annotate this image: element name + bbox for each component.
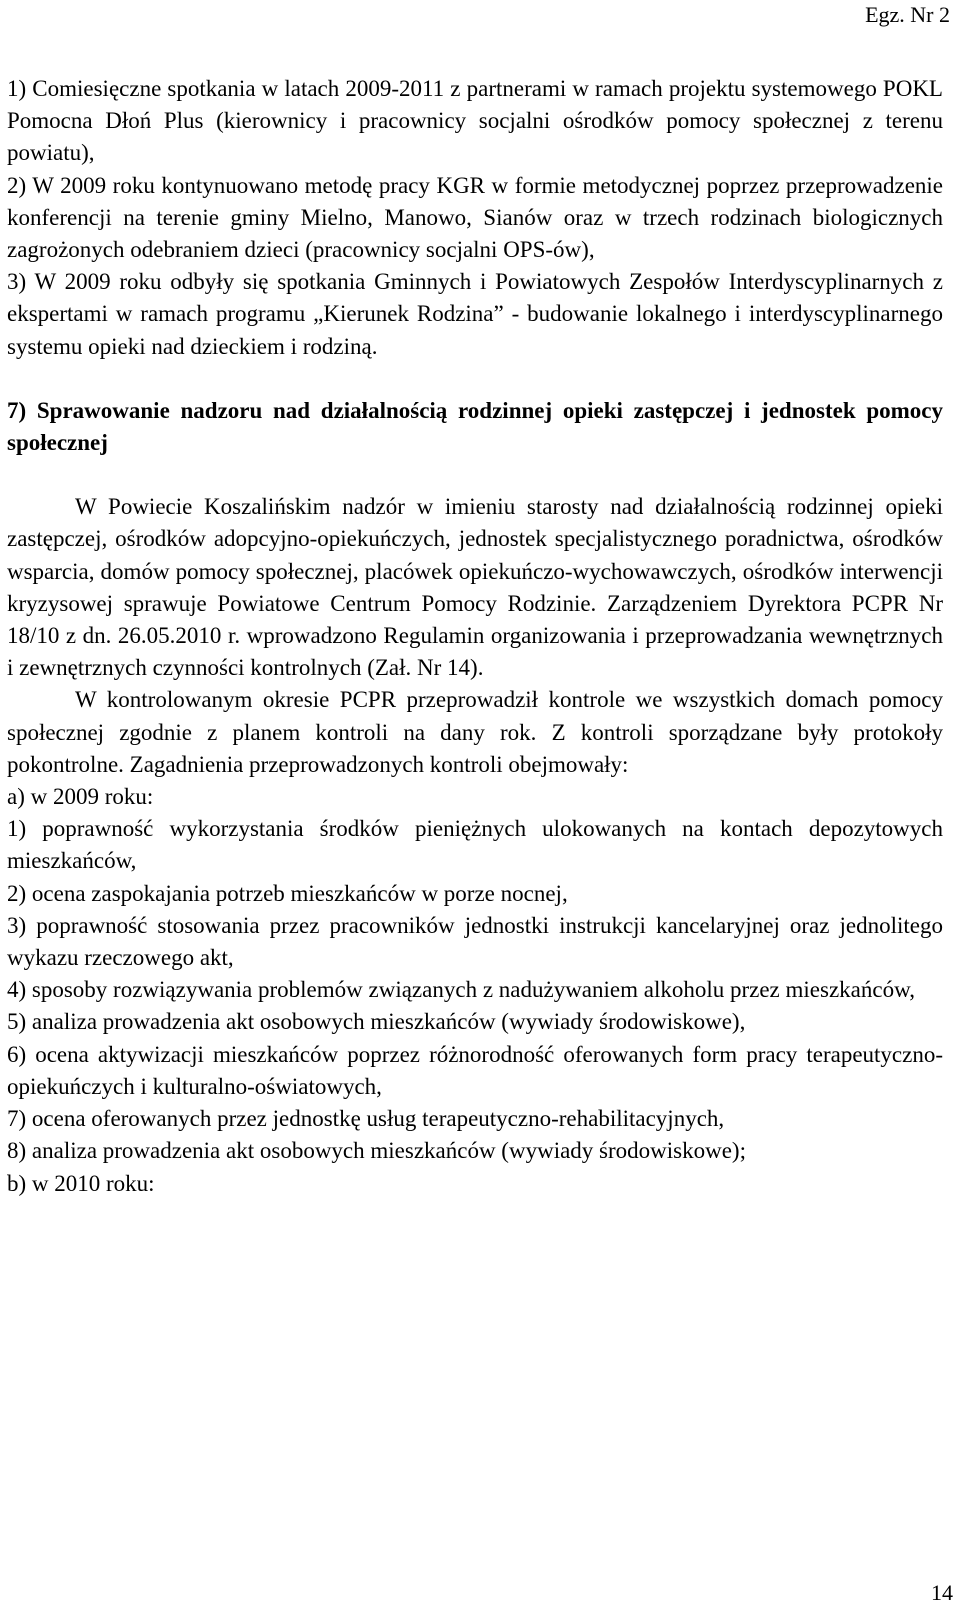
year-b-label: b) w 2010 roku: — [7, 1170, 155, 1196]
year-a-item-4: 4) sposoby rozwiązywania problemów związanych z nadużywaniem alkoholu przez mieszkańców, — [7, 977, 915, 1003]
year-a-item-5: 5) analiza prowadzenia akt osobowych mieszkańców (wywiady środowiskowe), — [7, 1009, 746, 1035]
year-a-item-2: 2) ocena zaspokajania potrzeb mieszkańców w porze nocnej, — [7, 880, 568, 906]
year-a-item-7: 7) ocena oferowanych przez jednostkę usług terapeutyczno-rehabilitacyjnych, — [7, 1106, 725, 1132]
year-a-item-3: 3) poprawność stosowania przez pracowników jednostki instrukcji kancelaryjnej oraz jednolitego wykazu rzeczowego akt, — [7, 912, 943, 971]
year-a-item-8: 8) analiza prowadzenia akt osobowych mieszkańców (wywiady środowiskowe); — [7, 1138, 746, 1164]
section-paragraph-1: W Powiecie Koszalińskim nadzór w imieniu starosty nad działalnością rodzinnej opieki zastępczej, ośrodków adopcyjno-opiekuńczych, jednostek specjalistycznego poradnictwa, ośrodków wsparcia, domów pomocy społecznej, placówek opiekuńczo-wychowawczych, ośrodków interwencji kryzysowej sprawuje Powiatowe Centrum Pomocy Rodzinie. Zarządzeniem Dyrektora PCPR Nr 18/10 z dn. 26.05.2010 r. wprowadzono Regulamin organizowania i przeprowadzania wewnętrznych i zewnętrznych czynności kontrolnych (Zał. Nr 14). — [7, 494, 943, 681]
page-content — [7, 73, 943, 1200]
year-a-label: a) w 2009 roku: — [7, 784, 154, 810]
year-a-item-1: 1) poprawność wykorzystania środków pieniężnych ulokowanych na kontach depozytowych mieszkańców, — [7, 816, 943, 874]
intro-item-2: 2) W 2009 roku kontynuowano metodę pracy KGR w formie metodycznej poprzez przeprowadzenie konferencji na terenie gminy Mielno, Manowo, Sianów oraz w trzech rodzinach biologicznych zagrożonych odebraniem dzieci (pracownicy socjalni OPS-ów), — [7, 172, 943, 263]
intro-item-3: 3) W 2009 roku odbyły się spotkania Gminnych i Powiatowych Zespołów Interdyscyplinarnych z ekspertami w ramach programu „Kierunek Rodzina” - budowanie lokalnego i interdyscyplinarnego systemu opieki nad dzieckiem i rodziną. — [7, 269, 943, 359]
section-heading: 7) Sprawowanie nadzoru nad działalnością rodzinnej opieki zastępczej i jednostek pomocy społecznej — [7, 397, 943, 456]
section-spacer — [7, 459, 943, 491]
intro-item-1: 1) Comiesięczne spotkania w latach 2009-2011 z partnerami w ramach projektu systemowego POKL Pomocna Dłoń Plus (kierownicy i pracownicy socjalni ośrodków pomocy społecznej z terenu powiatu), — [7, 76, 943, 166]
year-a-item-6: 6) ocena aktywizacji mieszkańców poprzez różnorodność oferowanych form pracy terapeutyczno-opiekuńczych i kulturalno-oświatowych, — [7, 1041, 943, 1099]
copy-number-label: Egz. Nr 2 — [865, 2, 950, 27]
page-number: 14 — [931, 1580, 953, 1605]
section-paragraph-2: W kontrolowanym okresie PCPR przeprowadził kontrole we wszystkich domach pomocy społecznej zgodnie z planem kontroli na dany rok. Z kontroli sporządzane były protokoły pokontrolne. Zagadnienia przeprowadzonych kontroli obejmowały: — [7, 687, 943, 777]
